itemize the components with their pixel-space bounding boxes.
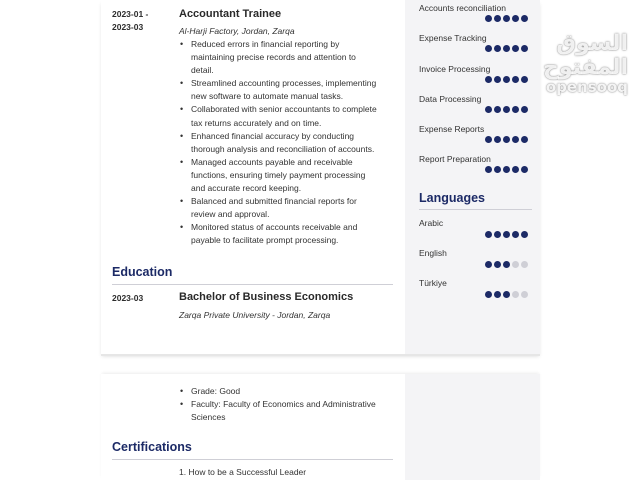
- rating-dot-filled: [521, 231, 528, 238]
- resume-page-1: [101, 0, 540, 354]
- rating-dot-filled: [512, 231, 519, 238]
- rating-dot-filled: [485, 261, 492, 268]
- rating-dot-filled: [494, 261, 501, 268]
- watermark-arabic: السوق المفتوح: [542, 31, 628, 80]
- rating-dot-filled: [503, 261, 510, 268]
- certifications-heading: Certifications: [112, 440, 192, 454]
- rating-dot-filled: [485, 291, 492, 298]
- rating-dot-filled: [512, 136, 519, 143]
- rating-dot-filled: [521, 15, 528, 22]
- list-item: • Collaborated with senior accountants to complete tax returns accurately and on time.: [179, 103, 379, 129]
- skill-label: Expense Tracking: [419, 33, 487, 43]
- resume-sidebar-page-2: [405, 374, 540, 480]
- list-item: • Reduced errors in financial reporting by maintaining precise records and attention to detail.: [179, 38, 379, 77]
- education-date: 2023-03: [112, 293, 144, 303]
- rating-dot-empty: [512, 291, 519, 298]
- rating-dot-filled: [485, 106, 492, 113]
- rating-dot-filled: [485, 231, 492, 238]
- skill-rating: [485, 166, 528, 174]
- rating-dot-filled: [494, 166, 501, 173]
- language-label: Arabic: [419, 218, 444, 228]
- skill-rating: [485, 136, 528, 144]
- rating-dot-filled: [503, 15, 510, 22]
- education-heading: Education: [112, 265, 173, 279]
- languages-divider: [419, 209, 532, 210]
- list-item: • Balanced and submitted financial reports for review and approval.: [179, 195, 379, 221]
- rating-dot-empty: [521, 261, 528, 268]
- rating-dot-filled: [503, 291, 510, 298]
- rating-dot-filled: [494, 231, 501, 238]
- language-rating: [485, 231, 528, 239]
- watermark-latin: opensooq: [545, 78, 628, 96]
- language-label: English: [419, 248, 447, 258]
- rating-dot-filled: [503, 106, 510, 113]
- skill-rating: [485, 15, 528, 23]
- resume-page-2: [101, 374, 540, 480]
- rating-dot-empty: [521, 291, 528, 298]
- school-name: Zarqa Private University - Jordan, Zarqa: [179, 310, 331, 320]
- list-item: • Faculty: Faculty of Economics and Administrative Sciences: [179, 398, 394, 424]
- rating-dot-filled: [494, 15, 501, 22]
- rating-dot-filled: [503, 231, 510, 238]
- rating-dot-filled: [503, 136, 510, 143]
- rating-dot-filled: [485, 15, 492, 22]
- rating-dot-filled: [485, 166, 492, 173]
- rating-dot-filled: [503, 166, 510, 173]
- language-rating: [485, 261, 528, 269]
- rating-dot-empty: [512, 261, 519, 268]
- skill-label: Invoice Processing: [419, 64, 491, 74]
- rating-dot-filled: [512, 15, 519, 22]
- languages-heading: Languages: [419, 191, 485, 205]
- rating-dot-filled: [521, 106, 528, 113]
- education-details: [179, 385, 394, 424]
- skill-rating: [485, 106, 528, 114]
- degree-title: Bachelor of Business Economics: [179, 291, 354, 303]
- certifications-list: [179, 467, 306, 477]
- page-separator: [101, 354, 540, 356]
- education-divider: [112, 284, 393, 285]
- language-label: Türkiye: [419, 278, 447, 288]
- skill-label: Expense Reports: [419, 124, 485, 134]
- rating-dot-filled: [521, 136, 528, 143]
- list-item: • Enhanced financial accuracy by conducting thorough analysis and reconciliation of accounts.: [179, 130, 379, 156]
- employer: Al-Harji Factory, Jordan, Zarqa: [179, 26, 295, 36]
- list-item: 1. How to be a Successful Leader: [179, 467, 307, 477]
- certifications-divider: [112, 459, 393, 460]
- rating-dot-filled: [494, 106, 501, 113]
- rating-dot-filled: [485, 136, 492, 143]
- experience-date: 2023-01 - 2023-03: [112, 9, 149, 32]
- rating-dot-filled: [512, 166, 519, 173]
- rating-dot-filled: [521, 166, 528, 173]
- experience-bullets: [179, 38, 379, 248]
- list-item: • Managed accounts payable and receivable functions, ensuring timely payment processing and accurate record keeping.: [179, 156, 379, 195]
- opensooq-watermark: [478, 32, 628, 96]
- list-item: • Grade: Good: [179, 385, 394, 398]
- skill-label: Report Preparation: [419, 154, 491, 164]
- rating-dot-filled: [494, 291, 501, 298]
- list-item: • Monitored status of accounts receivable and payable to facilitate prompt processing.: [179, 221, 379, 247]
- skill-label: Accounts reconciliation: [419, 3, 506, 13]
- language-rating: [485, 291, 528, 299]
- skill-label: Data Processing: [419, 94, 482, 104]
- job-title: Accountant Trainee: [179, 8, 282, 20]
- rating-dot-filled: [494, 136, 501, 143]
- rating-dot-filled: [512, 106, 519, 113]
- list-item: • Streamlined accounting processes, implementing new software to automate manual tasks.: [179, 77, 379, 103]
